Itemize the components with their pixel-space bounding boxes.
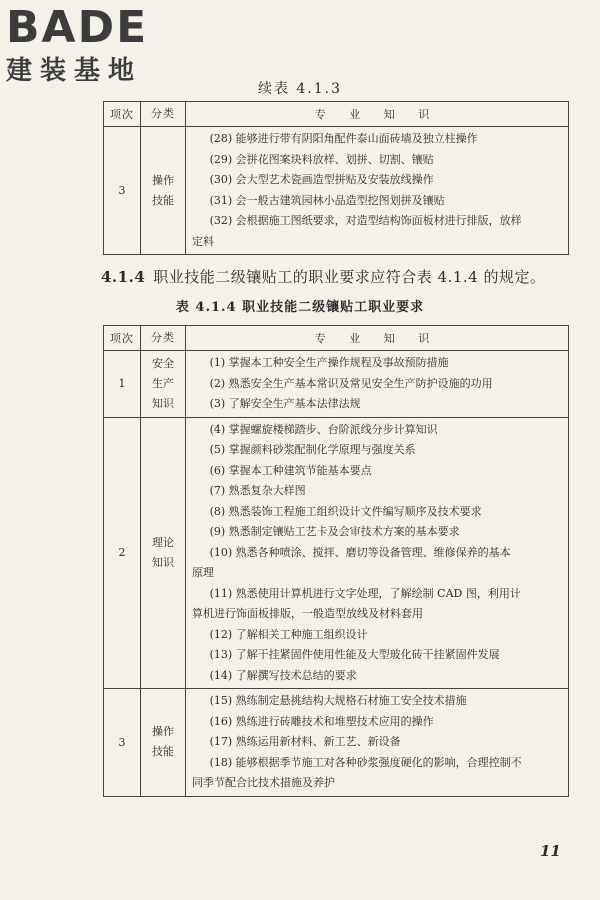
knowledge-item-continuation: 原理 [192, 566, 214, 579]
header-index: 项次 [104, 102, 141, 127]
knowledge-item-continuation: 算机进行饰面板排版，一般造型放线及材料套用 [192, 607, 423, 620]
row-category [141, 417, 186, 689]
logo-main-text: BADE [6, 2, 149, 53]
category-line: 知识 [152, 555, 174, 569]
table-row [104, 351, 569, 418]
knowledge-item: (30) 会大型艺术瓷画造型拼贴及安装放线操作 [209, 173, 434, 186]
row-index: 1 [104, 351, 141, 418]
row-knowledge [186, 417, 569, 689]
knowledge-item: (17) 熟练运用新材料、新工艺、新设备 [209, 735, 401, 748]
category-line: 操作 [152, 173, 174, 187]
knowledge-item: (3) 了解安全生产基本法律法规 [209, 397, 361, 410]
knowledge-item: (32) 会根据施工图纸要求，对造型结构饰面板材进行排版，放样 [209, 214, 522, 227]
knowledge-item: (13) 了解干挂紧固件使用性能及大型玻化砖干挂紧固件发展 [209, 648, 500, 661]
section-paragraph [101, 266, 581, 287]
knowledge-item: (5) 掌握颜料砂浆配制化学原理与强度关系 [209, 443, 416, 456]
knowledge-item-continuation: 同季节配合比技术措施及养护 [192, 776, 335, 789]
row-index: 3 [104, 689, 141, 797]
row-category [141, 127, 186, 255]
row-index: 2 [104, 417, 141, 689]
category-line: 理论 [152, 535, 174, 549]
continued-table-4-1-3 [103, 101, 569, 255]
table-4-1-4 [103, 325, 569, 797]
knowledge-item: (29) 会拼花图案块料放样、划拼、切割、镶贴 [209, 152, 434, 166]
category-line: 技能 [152, 745, 174, 759]
table-row [104, 127, 569, 255]
continued-table-title: 续表 4.1.3 [257, 81, 343, 97]
knowledge-item: (18) 能够根据季节施工对各种砂浆强度硬化的影响，合理控制不 [209, 755, 522, 769]
header-index: 项次 [104, 326, 141, 351]
header-knowledge: 专 业 知 识 [186, 326, 569, 351]
knowledge-item: (14) 了解撰写技术总结的要求 [209, 668, 357, 682]
knowledge-item: (31) 会一般古建筑园林小品造型挖图划拼及镶贴 [209, 193, 445, 207]
knowledge-item: (1) 掌握本工种安全生产操作规程及事故预防措施 [209, 356, 449, 369]
section-number: 4.1.4 [101, 268, 146, 286]
knowledge-item: (8) 熟悉装饰工程施工组织设计文件编写顺序及技术要求 [209, 504, 482, 518]
page-number: 11 [540, 842, 561, 860]
table-row [104, 417, 569, 689]
knowledge-item: (15) 熟练制定悬挑结构大规格石材施工安全技术措施 [209, 694, 467, 707]
knowledge-item: (12) 了解相关工种施工组织设计 [209, 627, 368, 641]
row-category [141, 689, 186, 797]
section-text: 职业技能二级镶贴工的职业要求应符合表 4.1.4 的规定。 [153, 268, 546, 286]
row-knowledge [186, 689, 569, 797]
row-index: 3 [104, 127, 141, 255]
knowledge-item: (28) 能够进行带有阴阳角配件泰山面砖墙及独立柱操作 [209, 132, 478, 145]
knowledge-item-continuation: 定料 [192, 234, 214, 248]
row-category [141, 351, 186, 418]
table-row [104, 689, 569, 797]
knowledge-item: (9) 熟悉制定镶贴工艺卡及会审技术方案的基本要求 [209, 525, 460, 538]
knowledge-item: (6) 掌握本工种建筑节能基本要点 [209, 463, 372, 477]
row-knowledge [186, 351, 569, 418]
knowledge-item: (7) 熟悉复杂大样图 [209, 484, 306, 497]
category-line: 操作 [152, 725, 174, 739]
knowledge-item: (10) 熟悉各种喷涂、搅拌、磨切等设备管理、维修保养的基本 [209, 545, 511, 559]
knowledge-item: (4) 掌握螺旋楼梯踏步、台阶派线分步计算知识 [209, 422, 438, 436]
knowledge-item: (2) 熟悉安全生产基本常识及常见安全生产防护设施的功用 [209, 376, 493, 390]
header-category: 分类 [141, 326, 186, 351]
category-line: 生产 [152, 376, 174, 390]
row-knowledge [186, 127, 569, 255]
knowledge-item: (11) 熟悉使用计算机进行文字处理，了解绘制 CAD 图，利用计 [209, 586, 521, 600]
category-line: 安全 [152, 356, 174, 370]
logo-sub-text: 建装基地 [6, 56, 143, 86]
header-knowledge: 专 业 知 识 [186, 102, 569, 127]
category-line: 技能 [152, 193, 174, 207]
table-header-row [104, 326, 569, 351]
table-4-1-4-title: 表 4.1.4 职业技能二级镶贴工职业要求 [175, 300, 425, 315]
category-line: 知识 [152, 396, 174, 410]
knowledge-item: (16) 熟练进行砖雕技术和堆塑技术应用的操作 [209, 714, 434, 728]
header-category: 分类 [141, 102, 186, 127]
table-header-row [104, 102, 569, 127]
